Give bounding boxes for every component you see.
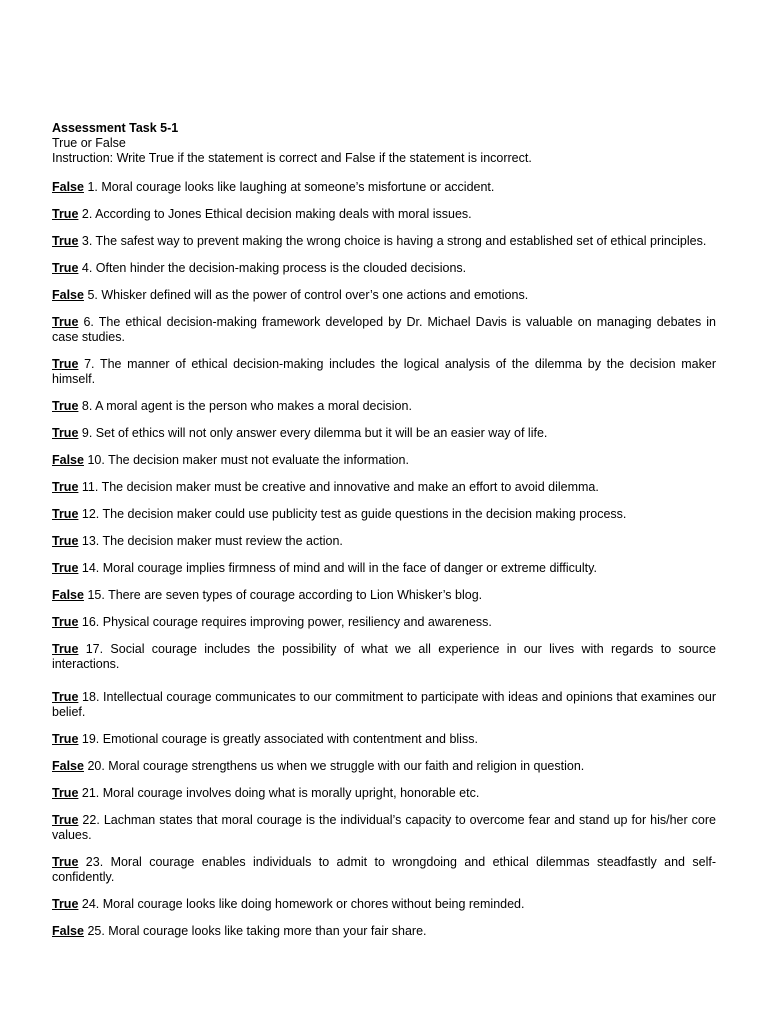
- question-item: [52, 261, 716, 276]
- answer-label: True: [52, 642, 79, 656]
- question-text: 12. The decision maker could use publicity test as guide questions in the decision making process.: [78, 507, 627, 521]
- question-text: 18. Intellectual courage communicates to our commitment to participate with ideas and opinions that examines our belief.: [52, 690, 716, 719]
- question-item: [52, 897, 716, 912]
- answer-label: True: [52, 534, 79, 548]
- question-text: 4. Often hinder the decision-making process is the clouded decisions.: [78, 261, 467, 275]
- question-text: 22. Lachman states that moral courage is the individual’s capacity to overcome fear and stand up for his/her core values.: [52, 813, 716, 842]
- question-item: [52, 561, 716, 576]
- question-item: [52, 207, 716, 222]
- question-item: [52, 759, 716, 774]
- answer-label: True: [52, 234, 79, 248]
- question-text: 10. The decision maker must not evaluate the information.: [83, 453, 409, 467]
- question-item: [52, 813, 716, 843]
- answer-label: False: [52, 453, 84, 467]
- question-text: 2. According to Jones Ethical decision making deals with moral issues.: [78, 207, 472, 221]
- question-item: [52, 732, 716, 747]
- answer-label: True: [52, 690, 79, 704]
- assessment-title: Assessment Task 5-1: [52, 121, 179, 135]
- question-item: [52, 588, 716, 603]
- answer-label: True: [52, 207, 79, 221]
- question-text: 14. Moral courage implies firmness of mind and will in the face of danger or extreme difficulty.: [78, 561, 597, 575]
- question-list: [52, 180, 716, 939]
- question-item: [52, 234, 716, 249]
- question-item: [52, 615, 716, 630]
- question-text: 15. There are seven types of courage according to Lion Whisker’s blog.: [83, 588, 483, 602]
- question-item: [52, 786, 716, 801]
- answer-label: True: [52, 732, 79, 746]
- question-text: 7. The manner of ethical decision-making includes the logical analysis of the dilemma by the decision maker himself.: [52, 357, 716, 386]
- question-text: 21. Moral courage involves doing what is morally upright, honorable etc.: [78, 786, 480, 800]
- question-text: 5. Whisker defined will as the power of control over’s one actions and emotions.: [83, 288, 529, 302]
- question-text: 13. The decision maker must review the action.: [78, 534, 343, 548]
- answer-label: True: [52, 261, 79, 275]
- question-text: 16. Physical courage requires improving power, resiliency and awareness.: [78, 615, 492, 629]
- answer-label: True: [52, 813, 79, 827]
- question-item: [52, 924, 716, 939]
- question-item: [52, 690, 716, 720]
- question-item: [52, 426, 716, 441]
- question-item: [52, 453, 716, 468]
- question-item: [52, 399, 716, 414]
- question-item: [52, 534, 716, 549]
- answer-label: False: [52, 588, 84, 602]
- question-text: 24. Moral courage looks like doing homework or chores without being reminded.: [78, 897, 525, 911]
- answer-label: False: [52, 759, 84, 773]
- question-item: [52, 855, 716, 885]
- answer-label: True: [52, 480, 79, 494]
- question-text: 9. Set of ethics will not only answer every dilemma but it will be an easier way of life.: [78, 426, 548, 440]
- question-text: 11. The decision maker must be creative and innovative and make an effort to avoid dilemma.: [78, 480, 599, 494]
- question-item: [52, 288, 716, 303]
- answer-label: True: [52, 561, 79, 575]
- question-item: [52, 180, 716, 195]
- answer-label: True: [52, 315, 79, 329]
- answer-label: True: [52, 426, 79, 440]
- answer-label: False: [52, 180, 84, 194]
- answer-label: True: [52, 507, 79, 521]
- question-item: [52, 480, 716, 495]
- question-text: 8. A moral agent is the person who makes a moral decision.: [78, 399, 412, 413]
- question-item: [52, 357, 716, 387]
- question-text: 6. The ethical decision-making framework developed by Dr. Michael Davis is valuable on managing debates in case studies.: [52, 315, 716, 344]
- answer-label: False: [52, 924, 84, 938]
- answer-label: False: [52, 288, 84, 302]
- question-text: 17. Social courage includes the possibility of what we all experience in our lives with regards to source interactions.: [52, 642, 716, 671]
- question-item: [52, 507, 716, 522]
- question-text: 20. Moral courage strengthens us when we struggle with our faith and religion in question.: [83, 759, 585, 773]
- question-item: [52, 642, 716, 672]
- answer-label: True: [52, 786, 79, 800]
- answer-label: True: [52, 897, 79, 911]
- answer-label: True: [52, 399, 79, 413]
- question-text: 3. The safest way to prevent making the wrong choice is having a strong and established set of ethical principles.: [78, 234, 707, 248]
- answer-label: True: [52, 615, 79, 629]
- document-page: [52, 121, 716, 951]
- answer-label: True: [52, 357, 79, 371]
- answer-label: True: [52, 855, 79, 869]
- question-text: 19. Emotional courage is greatly associated with contentment and bliss.: [78, 732, 478, 746]
- question-text: 25. Moral courage looks like taking more than your fair share.: [83, 924, 427, 938]
- question-item: [52, 315, 716, 345]
- question-text: 1. Moral courage looks like laughing at someone’s misfortune or accident.: [83, 180, 495, 194]
- question-text: 23. Moral courage enables individuals to admit to wrongdoing and ethical dilemmas steadfastly and self-confidently.: [52, 855, 716, 884]
- assessment-instruction: Instruction: Write True if the statement is correct and False if the statement is incorrect.: [52, 151, 532, 165]
- assessment-subtitle: True or False: [52, 136, 126, 150]
